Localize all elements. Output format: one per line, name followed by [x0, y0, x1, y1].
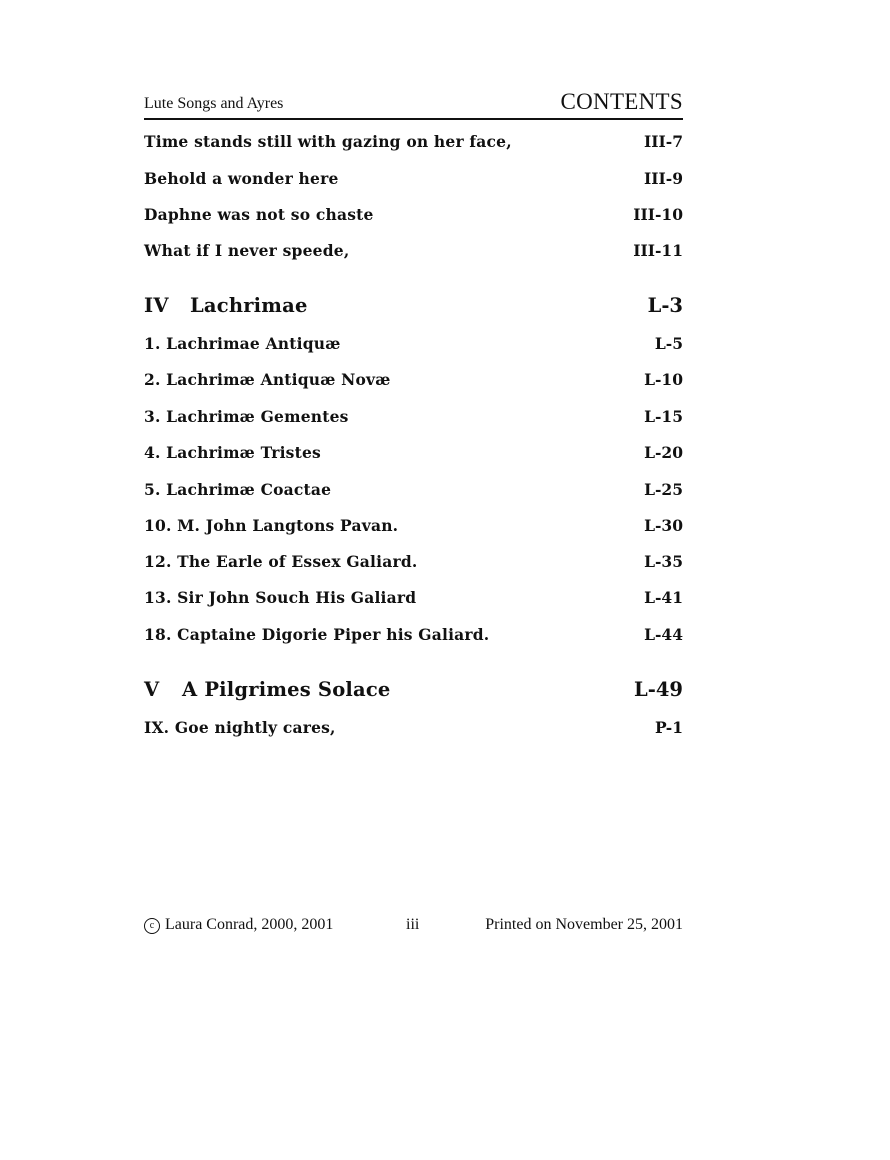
chapter-number: V	[144, 678, 160, 701]
toc-entry-title: IX. Goe nightly cares,	[144, 718, 336, 737]
toc-entry[interactable]	[144, 241, 683, 260]
chapter-title: Lachrimae	[190, 294, 308, 317]
toc-entry-page: III-9	[644, 169, 683, 188]
toc-entry[interactable]	[144, 625, 683, 644]
toc-entry-title: 4. Lachrimæ Tristes	[144, 443, 321, 462]
toc-entry-title: 1. Lachrimae Antiquæ	[144, 334, 341, 353]
page-number: iii	[406, 916, 420, 933]
toc-entry-title: Behold a wonder here	[144, 169, 339, 188]
chapter-number: IV	[144, 294, 169, 317]
section-title: CONTENTS	[560, 89, 683, 114]
toc-entry-title: 2. Lachrimæ Antiquæ Novæ	[144, 370, 391, 389]
toc-entry-page: III-11	[633, 241, 683, 260]
toc-entry[interactable]	[144, 480, 683, 499]
toc-entry[interactable]	[144, 370, 683, 389]
toc-entry-title: 12. The Earle of Essex Galiard.	[144, 552, 418, 571]
chapter-title: A Pilgrimes Solace	[182, 678, 391, 701]
chapter-heading	[144, 294, 308, 317]
toc-entry-title: Daphne was not so chaste	[144, 205, 374, 224]
toc-entry-title: 5. Lachrimæ Coactae	[144, 480, 332, 499]
toc-entry-page: L-30	[644, 516, 683, 535]
toc-entry-page: L-35	[644, 552, 683, 571]
toc-entry-page: L-20	[644, 443, 683, 462]
toc-entry-page: III-10	[633, 205, 683, 224]
running-title: Lute Songs and Ayres	[144, 95, 284, 112]
toc-entry-page: L-10	[644, 370, 683, 389]
toc-entry-page: L-44	[644, 625, 683, 644]
toc-chapter-v[interactable]	[144, 678, 683, 701]
toc-entry-page: L-41	[644, 588, 683, 607]
toc-entry[interactable]	[144, 516, 683, 535]
toc-entry-page: P-1	[654, 718, 683, 737]
page-header	[144, 88, 683, 120]
copyright-icon: c	[144, 918, 160, 934]
toc-entry-title: What if I never speede,	[144, 241, 350, 260]
copyright-text: Laura Conrad, 2000, 2001	[165, 916, 334, 933]
toc-entry[interactable]	[144, 132, 683, 151]
page-footer	[144, 916, 683, 940]
chapter-page: L-49	[634, 678, 683, 701]
toc-entry-title: 10. M. John Langtons Pavan.	[144, 516, 399, 535]
chapter-page: L-3	[647, 294, 683, 317]
printed-date: Printed on November 25, 2001	[485, 916, 683, 933]
toc-entry[interactable]	[144, 443, 683, 462]
toc-entry-title: 13. Sir John Souch His Galiard	[144, 588, 417, 607]
toc-entry[interactable]	[144, 552, 683, 571]
toc-entry[interactable]	[144, 169, 683, 188]
toc-entry-title: 3. Lachrimæ Gementes	[144, 407, 349, 426]
toc-entry-page: L-15	[644, 407, 683, 426]
chapter-heading	[144, 678, 391, 701]
toc-entry-title: Time stands still with gazing on her face,	[144, 132, 512, 151]
toc-entry[interactable]	[144, 407, 683, 426]
toc-chapter-iv[interactable]	[144, 294, 683, 317]
toc-entry-title: 18. Captaine Digorie Piper his Galiard.	[144, 625, 490, 644]
toc-entry-page: L-5	[654, 334, 683, 353]
toc-entry[interactable]	[144, 205, 683, 224]
toc-entry[interactable]	[144, 588, 683, 607]
copyright-notice	[144, 916, 333, 934]
toc-entry[interactable]	[144, 334, 683, 353]
toc-entry[interactable]	[144, 718, 683, 737]
toc-entry-page: L-25	[644, 480, 683, 499]
toc-entry-page: III-7	[644, 132, 683, 151]
